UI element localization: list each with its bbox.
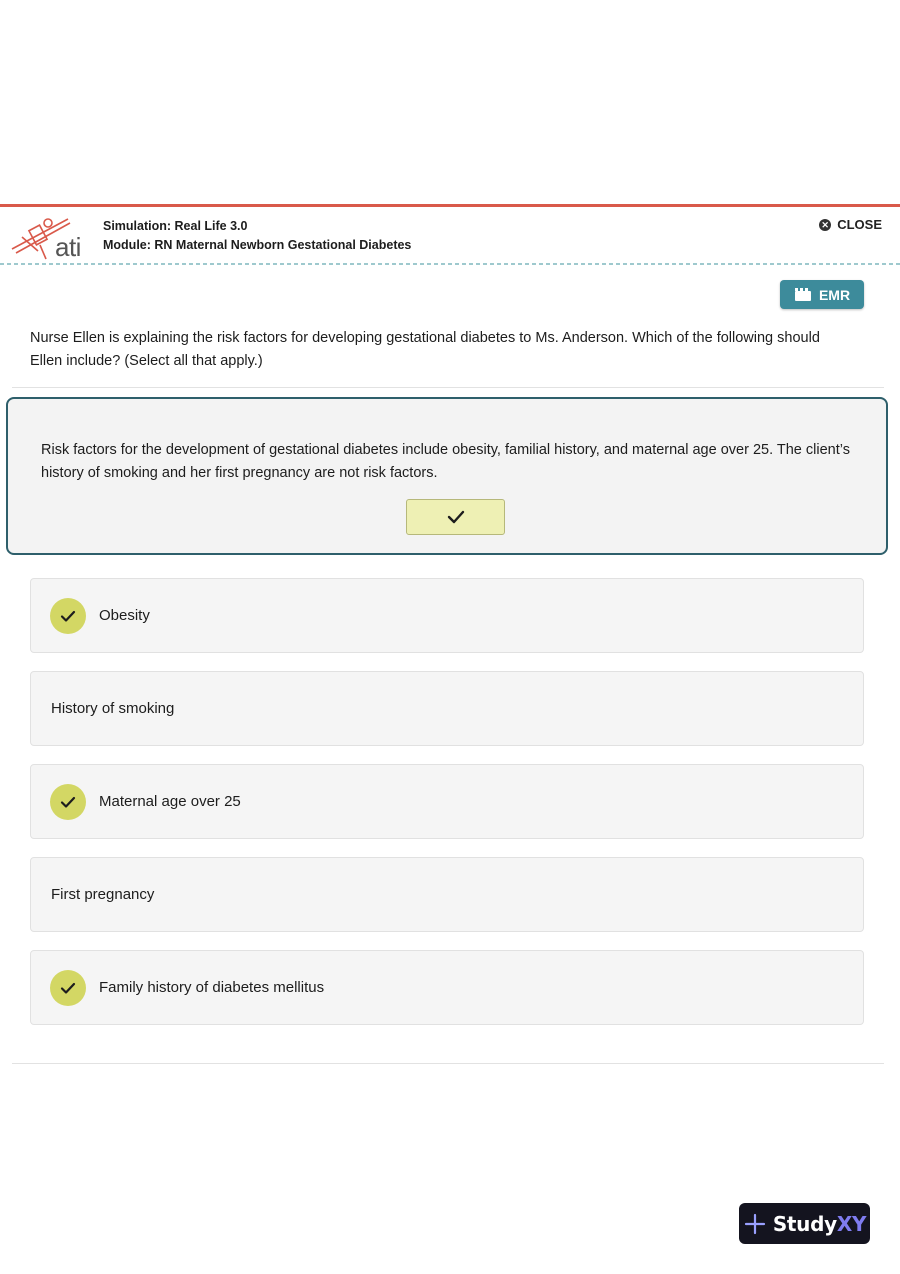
question-divider — [12, 387, 884, 388]
plus-icon — [743, 1212, 767, 1236]
answer-option-family-history[interactable] — [30, 950, 864, 1025]
studyxy-watermark — [739, 1203, 870, 1244]
header-dashed-divider — [0, 262, 900, 266]
feedback-text: Risk factors for the development of gestational diabetes include obesity, familial history, and maternal age over 25. The client’s history of smoking and her first pregnancy are not risk factors. — [41, 442, 850, 481]
selected-check-icon — [50, 784, 86, 820]
module-title: Module: RN Maternal Newborn Gestational Diabetes — [103, 238, 412, 252]
answer-option-maternal-age[interactable] — [30, 764, 864, 839]
header — [0, 207, 900, 263]
close-icon: ✕ — [819, 219, 831, 231]
answer-option-first-pregnancy[interactable] — [30, 857, 864, 932]
question-text: Nurse Ellen is explaining the risk factors for developing gestational diabetes to Ms. Anderson. Which of the following should Ellen include? (Select all that apply.) — [30, 330, 820, 369]
feedback-panel — [6, 397, 888, 555]
option-label: History of smoking — [51, 700, 175, 717]
option-label: Family history of diabetes mellitus — [99, 979, 325, 996]
ati-logo — [10, 215, 90, 263]
film-icon — [794, 288, 812, 302]
studyxy-wordmark: StudyXY — [772, 1211, 867, 1236]
submit-check-button[interactable] — [406, 499, 505, 535]
emr-label: EMR — [818, 286, 851, 303]
close-label: CLOSE — [837, 217, 882, 232]
selected-check-icon — [50, 970, 86, 1006]
emr-button[interactable] — [780, 280, 864, 309]
logo-wordmark: ati — [55, 232, 81, 262]
close-button[interactable] — [819, 217, 882, 232]
option-label: Obesity — [99, 607, 150, 624]
option-label: Maternal age over 25 — [99, 793, 241, 810]
simulation-title: Simulation: Real Life 3.0 — [103, 219, 248, 233]
selected-check-icon — [50, 598, 86, 634]
answer-option-obesity[interactable] — [30, 578, 864, 653]
option-label: First pregnancy — [51, 886, 155, 903]
checkmark-icon — [447, 510, 465, 524]
bottom-divider — [12, 1063, 884, 1064]
answer-option-smoking[interactable] — [30, 671, 864, 746]
